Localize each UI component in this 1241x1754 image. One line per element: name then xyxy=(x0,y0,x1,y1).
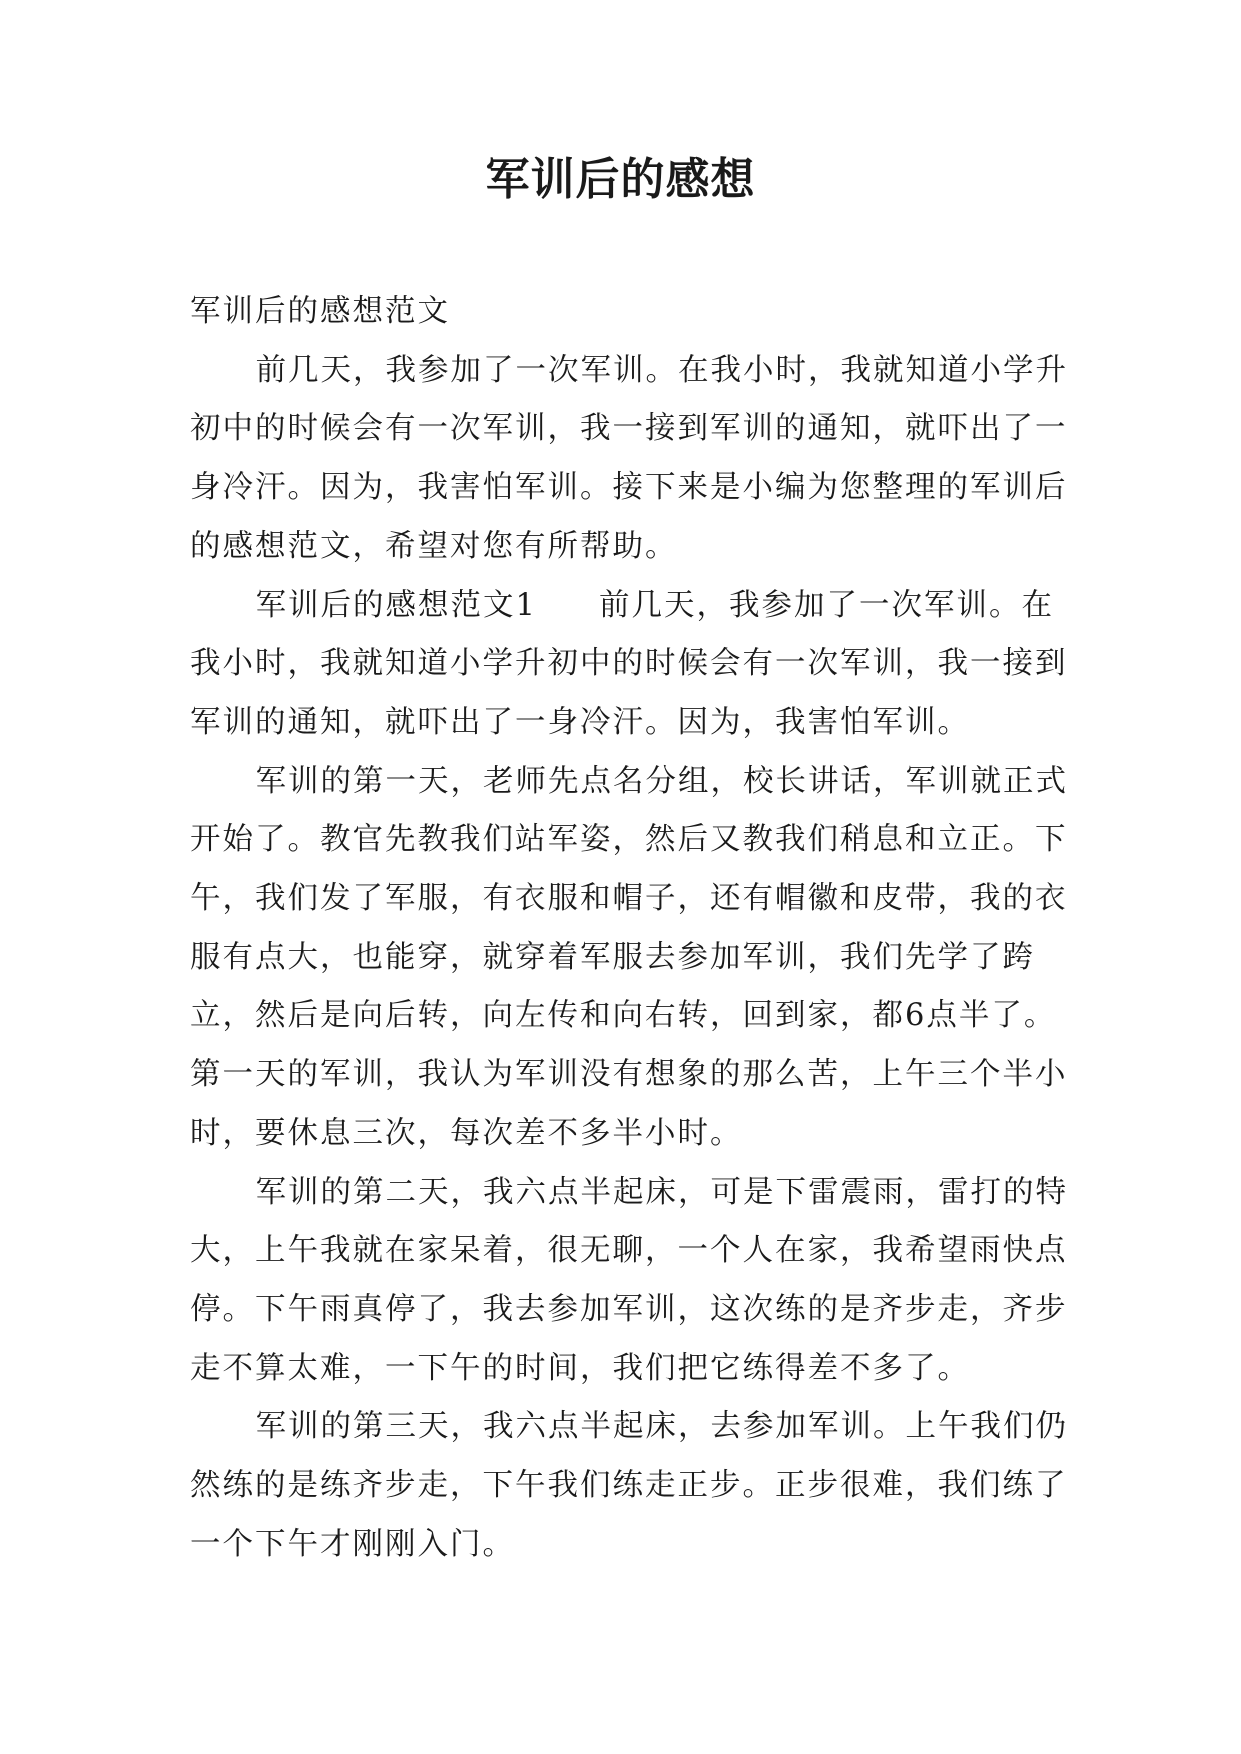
essay-heading: 军训后的感想范文1 xyxy=(255,587,537,623)
document-title: 军训后的感想 xyxy=(485,154,756,205)
paragraph-day-3: 军训的第三天，我六点半起床，去参加军训。上午我们仍然练的是练齐步走，下午我们练走正步。正步很难，我们练了一个下午才刚刚入门。 xyxy=(190,1409,1069,1562)
document-subtitle: 军训后的感想范文 xyxy=(190,294,450,329)
paragraph-essay-1-start xyxy=(190,577,1070,753)
paragraph-day-1: 军训的第一天，老师先点名分组，校长讲话，军训就正式开始了。教官先教我们站军姿，然后又教我们稍息和立正。下午，我们发了军服，有衣服和帽子，还有帽徽和皮带，我的衣服有点大，也能穿，就穿着军服去参加军训，我们先学了跨立，然后是向后转，向左传和向右转，回到家，都6点半了。第一天的军训，我认为军训没有想象的那么苦，上午三个半小时，要休息三次，每次差不多半小时。 xyxy=(190,763,1069,1151)
paragraph-day-2: 军训的第二天，我六点半起床，可是下雷震雨，雷打的特大，上午我就在家呆着，很无聊，一个人在家，我希望雨快点停。下午雨真停了，我去参加军训，这次练的是齐步走，齐步走不算太难，一下午的时间，我们把它练得差不多了。 xyxy=(190,1174,1069,1386)
document-body xyxy=(190,283,1070,1574)
essay-1-opening: 前几天，我参加了一次军训。在我小时，我就知道小学升初中的时候会有一次军训，我一接到军训的通知，就吓出了一身冷汗。因为，我害怕军训。 xyxy=(190,587,1068,740)
paragraph-intro: 前几天，我参加了一次军训。在我小时，我就知道小学升初中的时候会有一次军训，我一接到军训的通知，就吓出了一身冷汗。因为，我害怕军训。接下来是小编为您整理的军训后的感想范文，希望对您有所帮助。 xyxy=(190,352,1069,564)
